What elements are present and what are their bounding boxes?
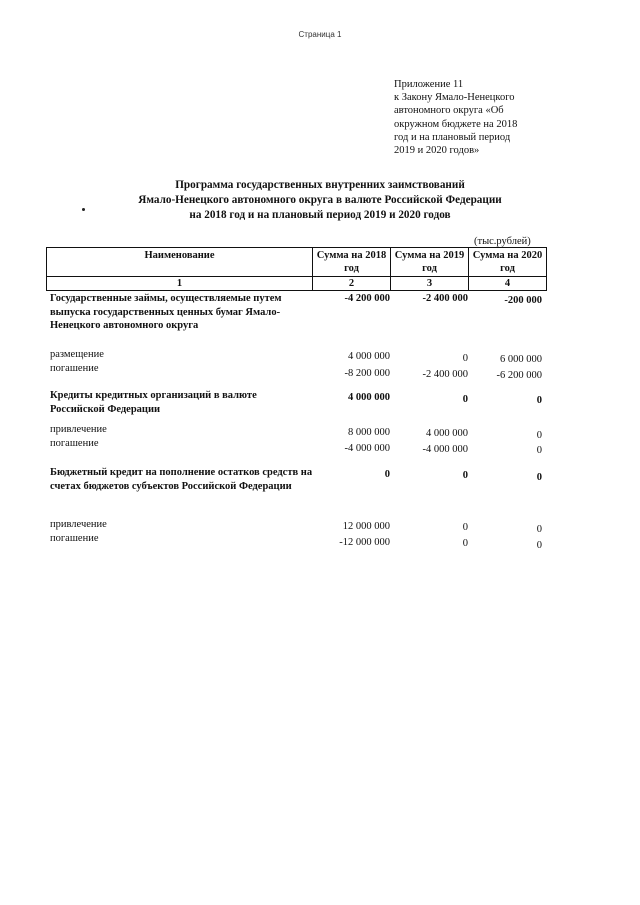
- header-2018: Сумма на 2018 год: [313, 248, 391, 277]
- row-value-2020: 6 000 000: [500, 354, 542, 365]
- title-line: Программа государственных внутренних заимствований: [175, 179, 465, 191]
- row-value-2018: -12 000 000: [339, 537, 390, 548]
- row-value-2019: 0: [462, 353, 468, 364]
- scan-speck: [82, 208, 85, 211]
- row-value-2018: 4 000 000: [348, 351, 390, 362]
- appendix-line: год и на плановый период: [394, 131, 511, 143]
- row-label: размещение: [50, 349, 104, 360]
- section-value-2020: 0: [536, 472, 542, 483]
- section-value-2018: -4 200 000: [344, 293, 390, 304]
- header-name: Наименование: [47, 248, 313, 277]
- column-number: 4: [469, 277, 547, 291]
- row-value-2019: 0: [462, 538, 468, 549]
- header-2019: Сумма на 2019 год: [391, 248, 469, 277]
- row-value-2018: 8 000 000: [348, 427, 390, 438]
- section-name: Кредиты кредитных организаций в валюте Российской Федерации: [50, 390, 257, 415]
- section-value-2020: -200 000: [504, 295, 542, 306]
- appendix-line: автономного округа «Об: [394, 105, 504, 117]
- row-value-2020: 0: [536, 524, 542, 535]
- row-label: привлечение: [50, 424, 107, 435]
- appendix-line: Приложение 11: [394, 79, 464, 90]
- row-value-2019: 4 000 000: [426, 428, 468, 439]
- row-value-2019: 0: [462, 522, 468, 533]
- table-header: [46, 247, 547, 291]
- title-line: Ямало-Ненецкого автономного округа в валюте Российской Федерации: [138, 193, 502, 206]
- row-label: погашение: [50, 533, 99, 544]
- column-number: 1: [47, 277, 313, 291]
- appendix-note: [394, 78, 594, 157]
- row-label: погашение: [50, 438, 99, 449]
- row-value-2020: 0: [536, 540, 542, 551]
- row-value-2019: -2 400 000: [422, 369, 468, 380]
- appendix-line: окружном бюджете на 2018: [394, 118, 518, 130]
- row-label: привлечение: [50, 519, 107, 530]
- page-header: Страница 1: [298, 30, 342, 39]
- section-value-2020: 0: [536, 395, 542, 406]
- document-title: [90, 178, 550, 222]
- row-value-2020: -6 200 000: [496, 370, 542, 381]
- column-number: 2: [313, 277, 391, 291]
- section-name: Государственные займы, осуществляемые путем выпуска государственных ценных бумаг Ямало-Ненецкого автономного округа: [50, 293, 282, 331]
- section-value-2019: 0: [462, 470, 468, 481]
- row-value-2019: -4 000 000: [422, 444, 468, 455]
- units-label: (тыс.рублей): [474, 236, 531, 247]
- appendix-line: к Закону Ямало-Ненецкого: [394, 92, 515, 104]
- row-value-2020: 0: [536, 430, 542, 441]
- section-value-2018: 4 000 000: [348, 392, 390, 403]
- section-name: Бюджетный кредит на пополнение остатков средств на счетах бюджетов субъектов Российской Федерации: [50, 467, 313, 492]
- header-2020: Сумма на 2020 год: [469, 248, 547, 277]
- row-value-2018: -8 200 000: [344, 368, 390, 379]
- section-value-2018: 0: [384, 469, 390, 480]
- row-value-2018: -4 000 000: [344, 443, 390, 454]
- appendix-line: 2019 и 2020 годов»: [394, 145, 480, 157]
- title-line: на 2018 год и на плановый период 2019 и 2020 годов: [189, 208, 451, 221]
- section-value-2019: 0: [462, 394, 468, 405]
- row-value-2018: 12 000 000: [342, 521, 390, 532]
- row-label: погашение: [50, 363, 99, 374]
- row-value-2020: 0: [536, 445, 542, 456]
- column-number: 3: [391, 277, 469, 291]
- section-value-2019: -2 400 000: [422, 293, 468, 304]
